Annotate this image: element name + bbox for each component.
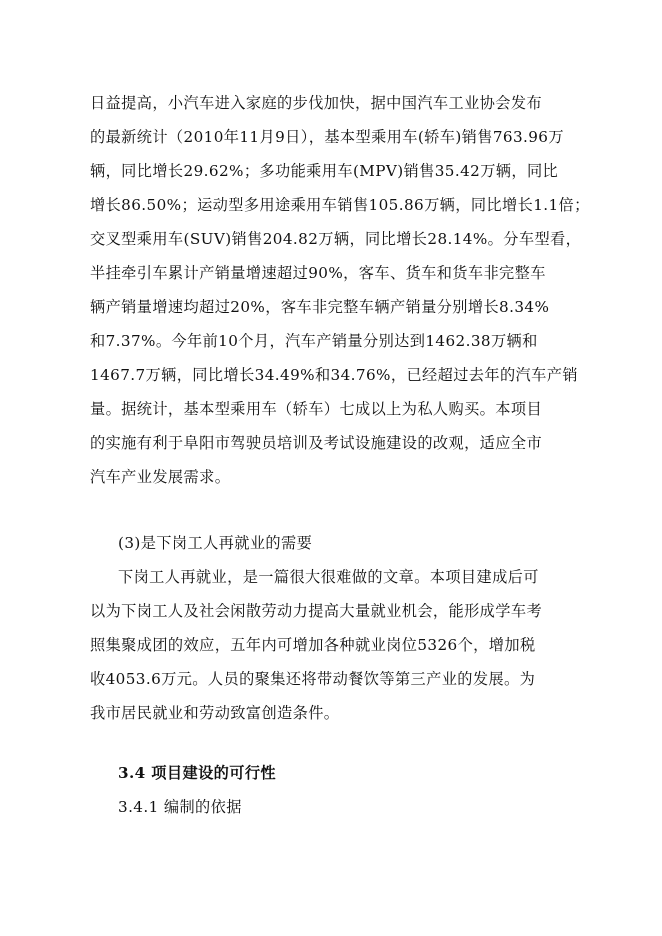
text-line: 照集聚成团的效应，五年内可增加各种就业岗位5326个，增加税 bbox=[90, 636, 536, 654]
paragraph-car-market bbox=[90, 86, 590, 494]
text-line: 汽车产业发展需求。 bbox=[90, 468, 231, 486]
text-line: 和7.37%。今年前10个月，汽车产销量分别达到1462.38万辆和 bbox=[90, 332, 538, 350]
text-line: 辆产销量增速均超过20%，客车非完整车辆产销量分别增长8.34% bbox=[90, 298, 550, 316]
text-line: 收4053.6万元。人员的聚集还将带动餐饮等第三产业的发展。为 bbox=[90, 670, 536, 688]
subheading-reemployment bbox=[90, 526, 580, 560]
text-line: 的最新统计（2010年11月9日），基本型乘用车(轿车)销售763.96万 bbox=[90, 128, 564, 146]
section-heading-3-4-1 bbox=[90, 790, 580, 824]
section-heading-3-4 bbox=[90, 756, 580, 790]
text-line: 下岗工人再就业，是一篇很大很难做的文章。本项目建成后可 bbox=[118, 568, 539, 586]
text-line: 的实施有利于阜阳市驾驶员培训及考试设施建设的改观，适应全市 bbox=[90, 434, 543, 452]
text-line: 辆，同比增长29.62%；多功能乘用车(MPV)销售35.42万辆，同比 bbox=[90, 162, 559, 180]
section-heading-text: 3.4 项目建设的可行性 bbox=[118, 764, 277, 782]
text-line: 1467.7万辆，同比增长34.49%和34.76%，已经超过去年的汽车产销 bbox=[90, 366, 578, 384]
text-line: 交叉型乘用车(SUV)销售204.82万辆，同比增长28.14%。分车型看， bbox=[90, 230, 582, 248]
text-line: 我市居民就业和劳动致富创造条件。 bbox=[90, 704, 340, 722]
subheading-text: (3)是下岗工人再就业的需要 bbox=[118, 534, 313, 552]
text-line: 增长86.50%；运动型多用途乘用车销售105.86万辆，同比增长1.1倍； bbox=[90, 196, 590, 214]
section-heading-text: 3.4.1 编制的依据 bbox=[118, 798, 242, 816]
text-line: 半挂牵引车累计产销量增速超过90%，客车、货车和货车非完整车 bbox=[90, 264, 546, 282]
text-line: 以为下岗工人及社会闲散劳动力提高大量就业机会，能形成学车考 bbox=[90, 602, 543, 620]
text-line: 量。据统计，基本型乘用车（轿车）七成以上为私人购买。本项目 bbox=[90, 400, 543, 418]
paragraph-reemployment bbox=[90, 560, 580, 730]
text-line: 日益提高，小汽车进入家庭的步伐加快，据中国汽车工业协会发布 bbox=[90, 94, 543, 112]
